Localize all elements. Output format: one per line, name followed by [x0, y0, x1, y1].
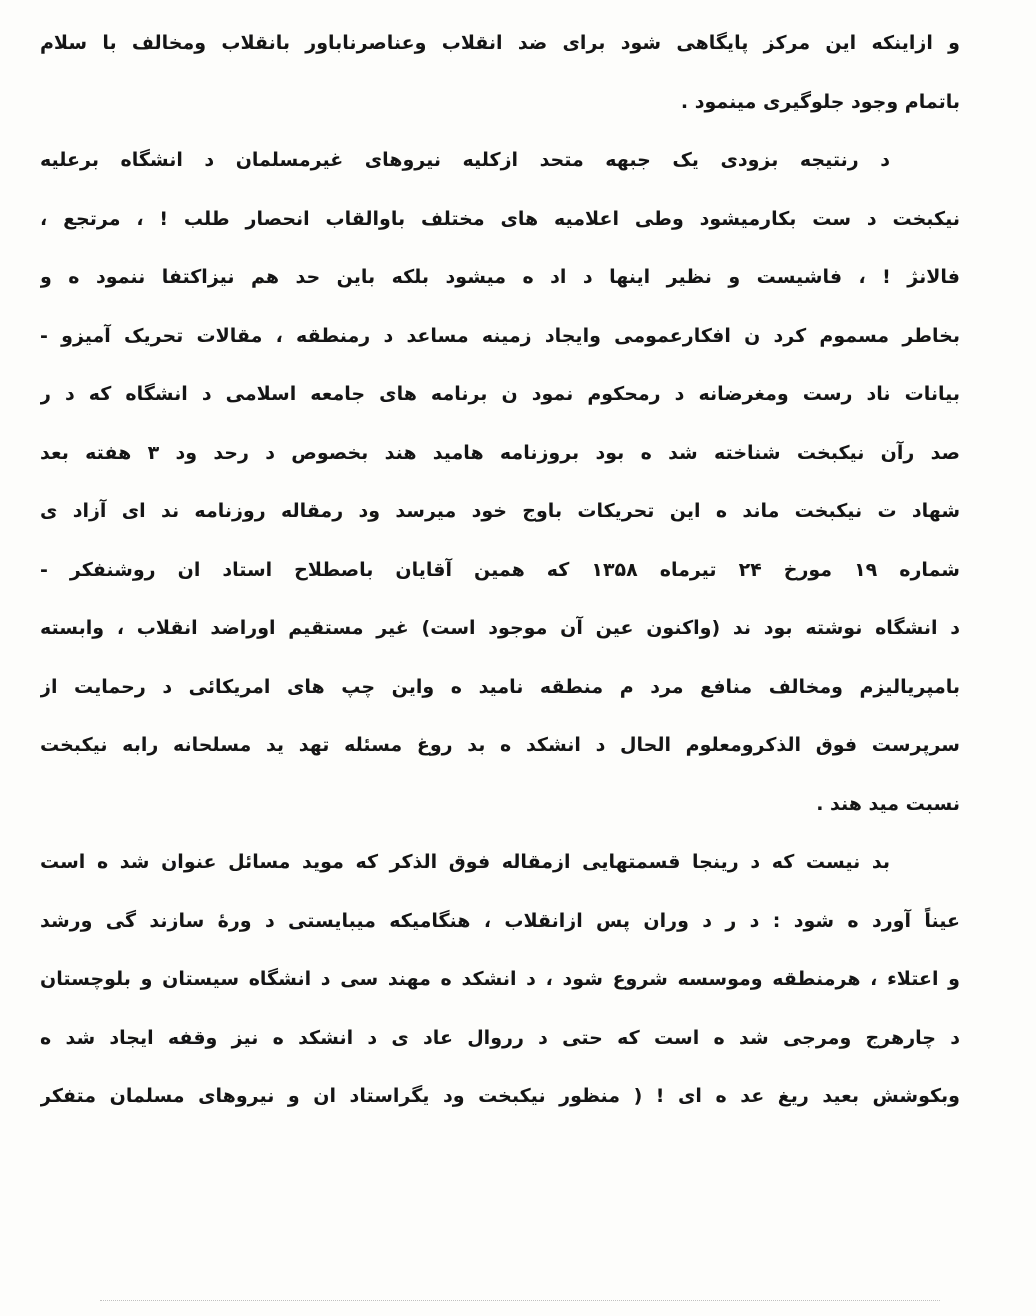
text-line: بامپریالیزم ومخالف منافع مرد م منطقه نامید ه واین چپ های امریکائی د رحمایت از: [40, 675, 960, 698]
text-line: و ازاینکه این مرکز پایگاهی شود برای ضد انقلاب وعناصرناباور بانقلاب ومخالف با سلام: [40, 32, 960, 54]
text-line: نسبت مید هند .: [816, 792, 960, 815]
text-line: نیکبخت د ست بکارمیشود وطی اعلامیه های مختلف باوالقاب انحصار طلب ! ، مرتجع ،: [40, 207, 960, 230]
text-line: باتمام وجود جلوگیری مینمود .: [680, 90, 960, 113]
text-line: شهاد ت نیکبخت ماند ه این تحریکات باوج خود میرسد ود رمقاله روزنامه ند ای آزاد ی: [40, 500, 960, 522]
text-line: بد نیست که د رینجا قسمتهایی ازمقاله فوق الذکر که موید مسائل عنوان شد ه است: [40, 851, 890, 873]
text-line: فالانژ ! ، فاشیست و نظیر اینها د اد ه میشود بلکه باین حد هم نیزاکتفا ننمود ه و: [40, 266, 960, 288]
text-line: شماره ۱۹ مورخ ۲۴ تیرماه ۱۳۵۸ که همین آقایان باصطلاح استاد ان روشنفکر -: [40, 558, 960, 581]
document-body: [40, 14, 960, 1126]
text-line: صد رآن نیکبخت شناخته شد ه بود بروزنامه هامید هند بخصوص د رحد ود ۳ هفته بعد: [40, 441, 960, 464]
text-line: عیناً آورد ه شود : د ر د وران پس ازانقلاب ، هنگامیکه میبایستی د ورهٔ سازند گی ورشد: [40, 909, 960, 932]
text-line: و اعتلاء ، هرمنطقه وموسسه شروع شود ، د انشکد ه مهند سی د انشگاه سیستان و بلوچستان: [40, 968, 960, 990]
text-line: د انشگاه نوشته بود ند (واکنون عین آن موجود است) غیر مستقیم اوراضد انقلاب ، وابسته: [40, 617, 960, 639]
text-line: د رنتیجه بزودی یک جبهه متحد ازکلیه نیروهای غیرمسلمان د انشگاه برعلیه: [40, 149, 890, 171]
text-line: وبکوشش بعید ریغ عد ه ای ! ( منظور نیکبخت ود یگراستاد ان و نیروهای مسلمان متفکر: [40, 1085, 960, 1107]
scan-artifact: [100, 1300, 940, 1304]
text-line: بیانات ناد رست ومغرضانه د رمحکوم نمود ن برنامه های جامعه اسلامی د انشگاه که د ر: [40, 383, 960, 405]
text-line: د چارهرج ومرجی شد ه است که حتی د رروال عاد ی د انشکد ه نیز وقفه ایجاد شد ه: [40, 1026, 960, 1049]
text-line: بخاطر مسموم کرد ن افکارعمومی وایجاد زمینه مساعد د رمنطقه ، مقالات تحریک آمیزو -: [40, 324, 960, 347]
text-line: سرپرست فوق الذکرومعلوم الحال د انشکد ه بد روغ مسئله تهد ید مسلحانه رابه نیکبخت: [40, 734, 960, 756]
